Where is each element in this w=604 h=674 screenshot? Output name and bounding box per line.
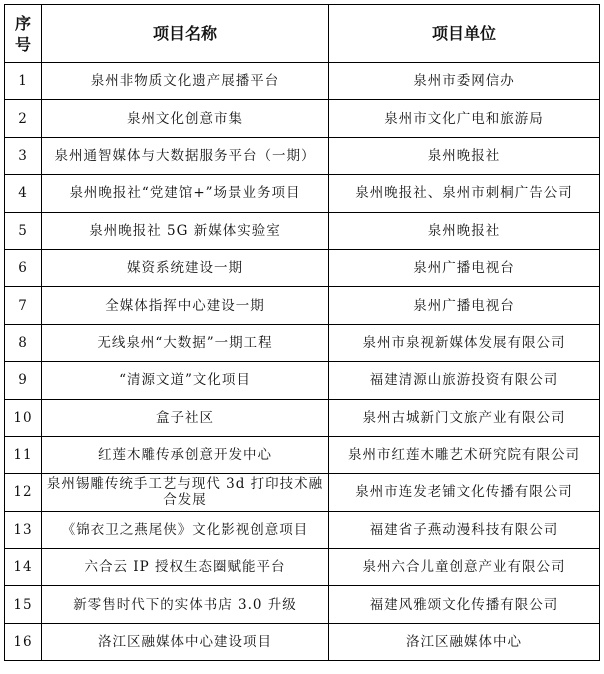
cell-number: 4 xyxy=(5,175,42,212)
cell-project-name: 媒资系统建设一期 xyxy=(42,249,329,286)
table-row xyxy=(5,623,600,660)
cell-number: 16 xyxy=(5,623,42,660)
cell-project-unit: 泉州市红莲木雕艺术研究院有限公司 xyxy=(329,436,600,473)
cell-project-unit: 福建省子燕动漫科技有限公司 xyxy=(329,511,600,548)
cell-number: 14 xyxy=(5,549,42,586)
table-row xyxy=(5,474,600,511)
cell-project-name: 泉州锡雕传统手工艺与现代 3d 打印技术融合发展 xyxy=(42,474,329,511)
cell-project-unit: 泉州晚报社、泉州市刺桐广告公司 xyxy=(329,175,600,212)
table-row xyxy=(5,362,600,399)
header-index-line1: 序 xyxy=(14,13,31,33)
cell-project-unit: 泉州市泉视新媒体发展有限公司 xyxy=(329,324,600,361)
header-index xyxy=(5,5,42,63)
cell-number: 2 xyxy=(5,100,42,137)
cell-project-name: 洛江区融媒体中心建设项目 xyxy=(42,623,329,660)
header-project-name: 项目名称 xyxy=(42,5,329,63)
table-row xyxy=(5,175,600,212)
cell-project-name: 新零售时代下的实体书店 3.0 升级 xyxy=(42,586,329,623)
cell-number: 11 xyxy=(5,436,42,473)
cell-number: 7 xyxy=(5,287,42,324)
table-row xyxy=(5,549,600,586)
cell-project-name: 红莲木雕传承创意开发中心 xyxy=(42,436,329,473)
cell-number: 5 xyxy=(5,212,42,249)
header-project-unit: 项目单位 xyxy=(329,5,600,63)
cell-project-name: 无线泉州“大数据”一期工程 xyxy=(42,324,329,361)
cell-number: 13 xyxy=(5,511,42,548)
table-row xyxy=(5,324,600,361)
cell-project-unit: 泉州晚报社 xyxy=(329,212,600,249)
table-row xyxy=(5,249,600,286)
cell-number: 6 xyxy=(5,249,42,286)
cell-project-unit: 福建清源山旅游投资有限公司 xyxy=(329,362,600,399)
table-row xyxy=(5,511,600,548)
cell-number: 9 xyxy=(5,362,42,399)
cell-number: 10 xyxy=(5,399,42,436)
cell-project-name: 六合云 IP 授权生态圈赋能平台 xyxy=(42,549,329,586)
table-row xyxy=(5,100,600,137)
cell-project-unit: 泉州古城新门文旅产业有限公司 xyxy=(329,399,600,436)
cell-project-unit: 泉州市文化广电和旅游局 xyxy=(329,100,600,137)
cell-project-unit: 泉州市委网信办 xyxy=(329,63,600,100)
table-row xyxy=(5,586,600,623)
table-row xyxy=(5,137,600,174)
cell-project-name: 泉州晚报社“党建馆+”场景业务项目 xyxy=(42,175,329,212)
cell-number: 3 xyxy=(5,137,42,174)
project-table xyxy=(4,4,600,661)
cell-number: 15 xyxy=(5,586,42,623)
cell-project-unit: 泉州六合儿童创意产业有限公司 xyxy=(329,549,600,586)
header-index-line2: 号 xyxy=(14,34,31,54)
table-row xyxy=(5,63,600,100)
cell-project-unit: 泉州广播电视台 xyxy=(329,249,600,286)
cell-project-name: “清源文道”文化项目 xyxy=(42,362,329,399)
cell-project-name: 泉州非物质文化遗产展播平台 xyxy=(42,63,329,100)
cell-project-unit: 泉州广播电视台 xyxy=(329,287,600,324)
cell-project-name: 泉州文化创意市集 xyxy=(42,100,329,137)
cell-project-name: 盒子社区 xyxy=(42,399,329,436)
cell-project-name: 泉州晚报社 5G 新媒体实验室 xyxy=(42,212,329,249)
cell-project-unit: 泉州市连发老铺文化传播有限公司 xyxy=(329,474,600,511)
cell-project-name: 《锦衣卫之燕尾侠》文化影视创意项目 xyxy=(42,511,329,548)
cell-number: 12 xyxy=(5,474,42,511)
table-row xyxy=(5,287,600,324)
cell-number: 1 xyxy=(5,63,42,100)
cell-project-name: 全媒体指挥中心建设一期 xyxy=(42,287,329,324)
cell-number: 8 xyxy=(5,324,42,361)
header-row xyxy=(5,5,600,63)
table-row xyxy=(5,212,600,249)
cell-project-unit: 洛江区融媒体中心 xyxy=(329,623,600,660)
cell-project-unit: 泉州晚报社 xyxy=(329,137,600,174)
table-row xyxy=(5,436,600,473)
table-row xyxy=(5,399,600,436)
cell-project-name: 泉州通智媒体与大数据服务平台（一期） xyxy=(42,137,329,174)
cell-project-unit: 福建风雅颂文化传播有限公司 xyxy=(329,586,600,623)
